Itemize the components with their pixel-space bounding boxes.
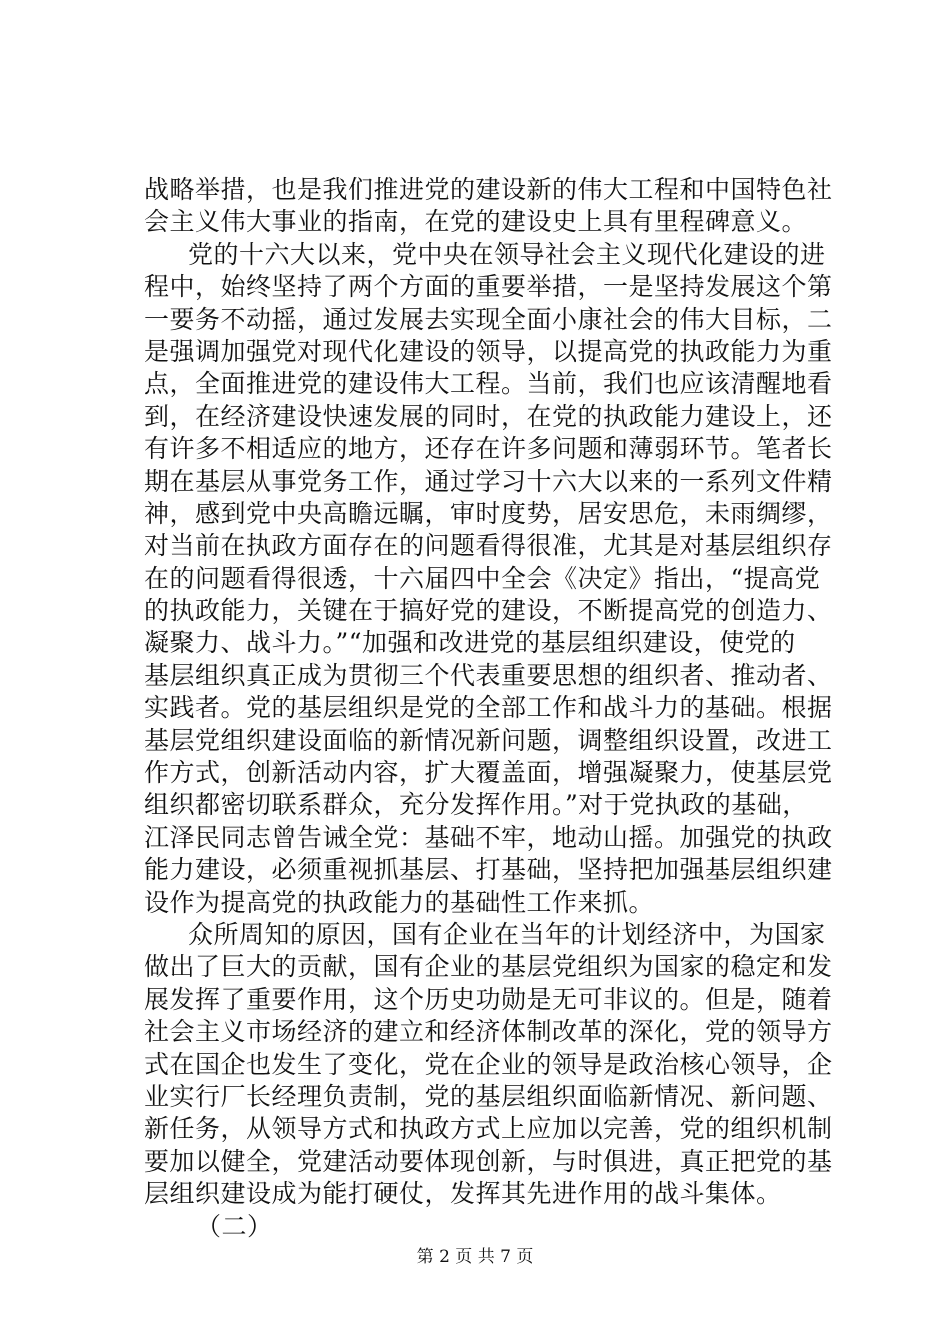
text-line: 做出了巨大的贡献，国有企业的基层党组织为国家的稳定和发 bbox=[144, 952, 833, 982]
text-line: 凝聚力、战斗力。”“加强和改进党的基层组织建设，使党的 bbox=[144, 628, 796, 658]
text-line: 点，全面推进党的建设伟大工程。当前，我们也应该清醒地看 bbox=[144, 369, 833, 399]
text-line: 要加以健全，党建活动要体现创新，与时俱进，真正把党的基 bbox=[144, 1146, 833, 1176]
text-line: 程中，始终坚持了两个方面的重要举措，一是坚持发展这个第 bbox=[144, 272, 833, 302]
document-body bbox=[144, 174, 833, 1243]
text-line: 新任务，从领导方式和执政方式上应加以完善，党的组织机制 bbox=[144, 1114, 833, 1144]
page-footer: 第 2 页 共 7 页 bbox=[416, 1247, 534, 1267]
text-line: 基层组织真正成为贯彻三个代表重要思想的组织者、推动者、 bbox=[144, 660, 833, 690]
text-line: 战略举措，也是我们推进党的建设新的伟大工程和中国特色社 bbox=[144, 175, 833, 204]
text-line: 组织都密切联系群众，充分发挥作用。”对于党执政的基础， bbox=[144, 790, 808, 820]
paragraph-first-line: 党的十六大以来，党中央在领导社会主义现代化建设的进 bbox=[188, 239, 826, 269]
text-line: 业实行厂长经理负责制，党的基层组织面临新情况、新问题、 bbox=[144, 1081, 833, 1111]
text-line: 实践者。党的基层组织是党的全部工作和战斗力的基础。根据 bbox=[144, 693, 833, 723]
text-line: 有许多不相适应的地方，还存在许多问题和薄弱环节。笔者长 bbox=[144, 434, 833, 464]
text-line: 设作为提高党的执政能力的基础性工作来抓。 bbox=[144, 887, 655, 917]
text-line: 期在基层从事党务工作，通过学习十六大以来的一系列文件精 bbox=[144, 466, 833, 496]
text-line: 到，在经济建设快速发展的同时，在党的执政能力建设上，还 bbox=[144, 401, 833, 431]
text-line: 能力建设，必须重视抓基层、打基础，坚持把加强基层组织建 bbox=[144, 855, 833, 885]
text-line: 社会主义市场经济的建立和经济体制改革的深化，党的领导方 bbox=[144, 1017, 833, 1047]
text-line: 作方式，创新活动内容，扩大覆盖面，增强凝聚力，使基层党 bbox=[144, 758, 833, 788]
text-line: 神，感到党中央高瞻远瞩，审时度势，居安思危，未雨绸缪， bbox=[144, 498, 833, 528]
text-line: 的执政能力，关键在于搞好党的建设，不断提高党的创造力、 bbox=[144, 596, 833, 626]
text-line: 一要务不动摇，通过发展去实现全面小康社会的伟大目标，二 bbox=[144, 304, 833, 334]
text-line: 江泽民同志曾告诫全党：基础不牢，地动山摇。加强党的执政 bbox=[144, 822, 833, 852]
text-line: 式在国企也发生了变化，党在企业的领导是政治核心领导，企 bbox=[144, 1049, 833, 1079]
text-line: 是强调加强党对现代化建设的领导，以提高党的执政能力为重 bbox=[144, 336, 833, 366]
paragraph-first-line: 众所周知的原因，国有企业在当年的计划经济中，为国家 bbox=[188, 919, 826, 949]
text-line: 会主义伟大事业的指南，在党的建设史上具有里程碑意义。 bbox=[144, 207, 808, 237]
text-line: 层组织建设成为能打硬仗，发挥其先进作用的战斗集体。 bbox=[144, 1179, 782, 1209]
text-line: 对当前在执政方面存在的问题看得很准，尤其是对基层组织存 bbox=[144, 531, 833, 561]
text-line: 在的问题看得很透，十六届四中全会《决定》指出，“提高党 bbox=[144, 563, 821, 593]
text-line: 基层党组织建设面临的新情况新问题，调整组织设置，改进工 bbox=[144, 725, 833, 755]
text-line: 展发挥了重要作用，这个历史功勋是无可非议的。但是，随着 bbox=[144, 984, 833, 1014]
section-subheading: （二） bbox=[196, 1211, 273, 1241]
